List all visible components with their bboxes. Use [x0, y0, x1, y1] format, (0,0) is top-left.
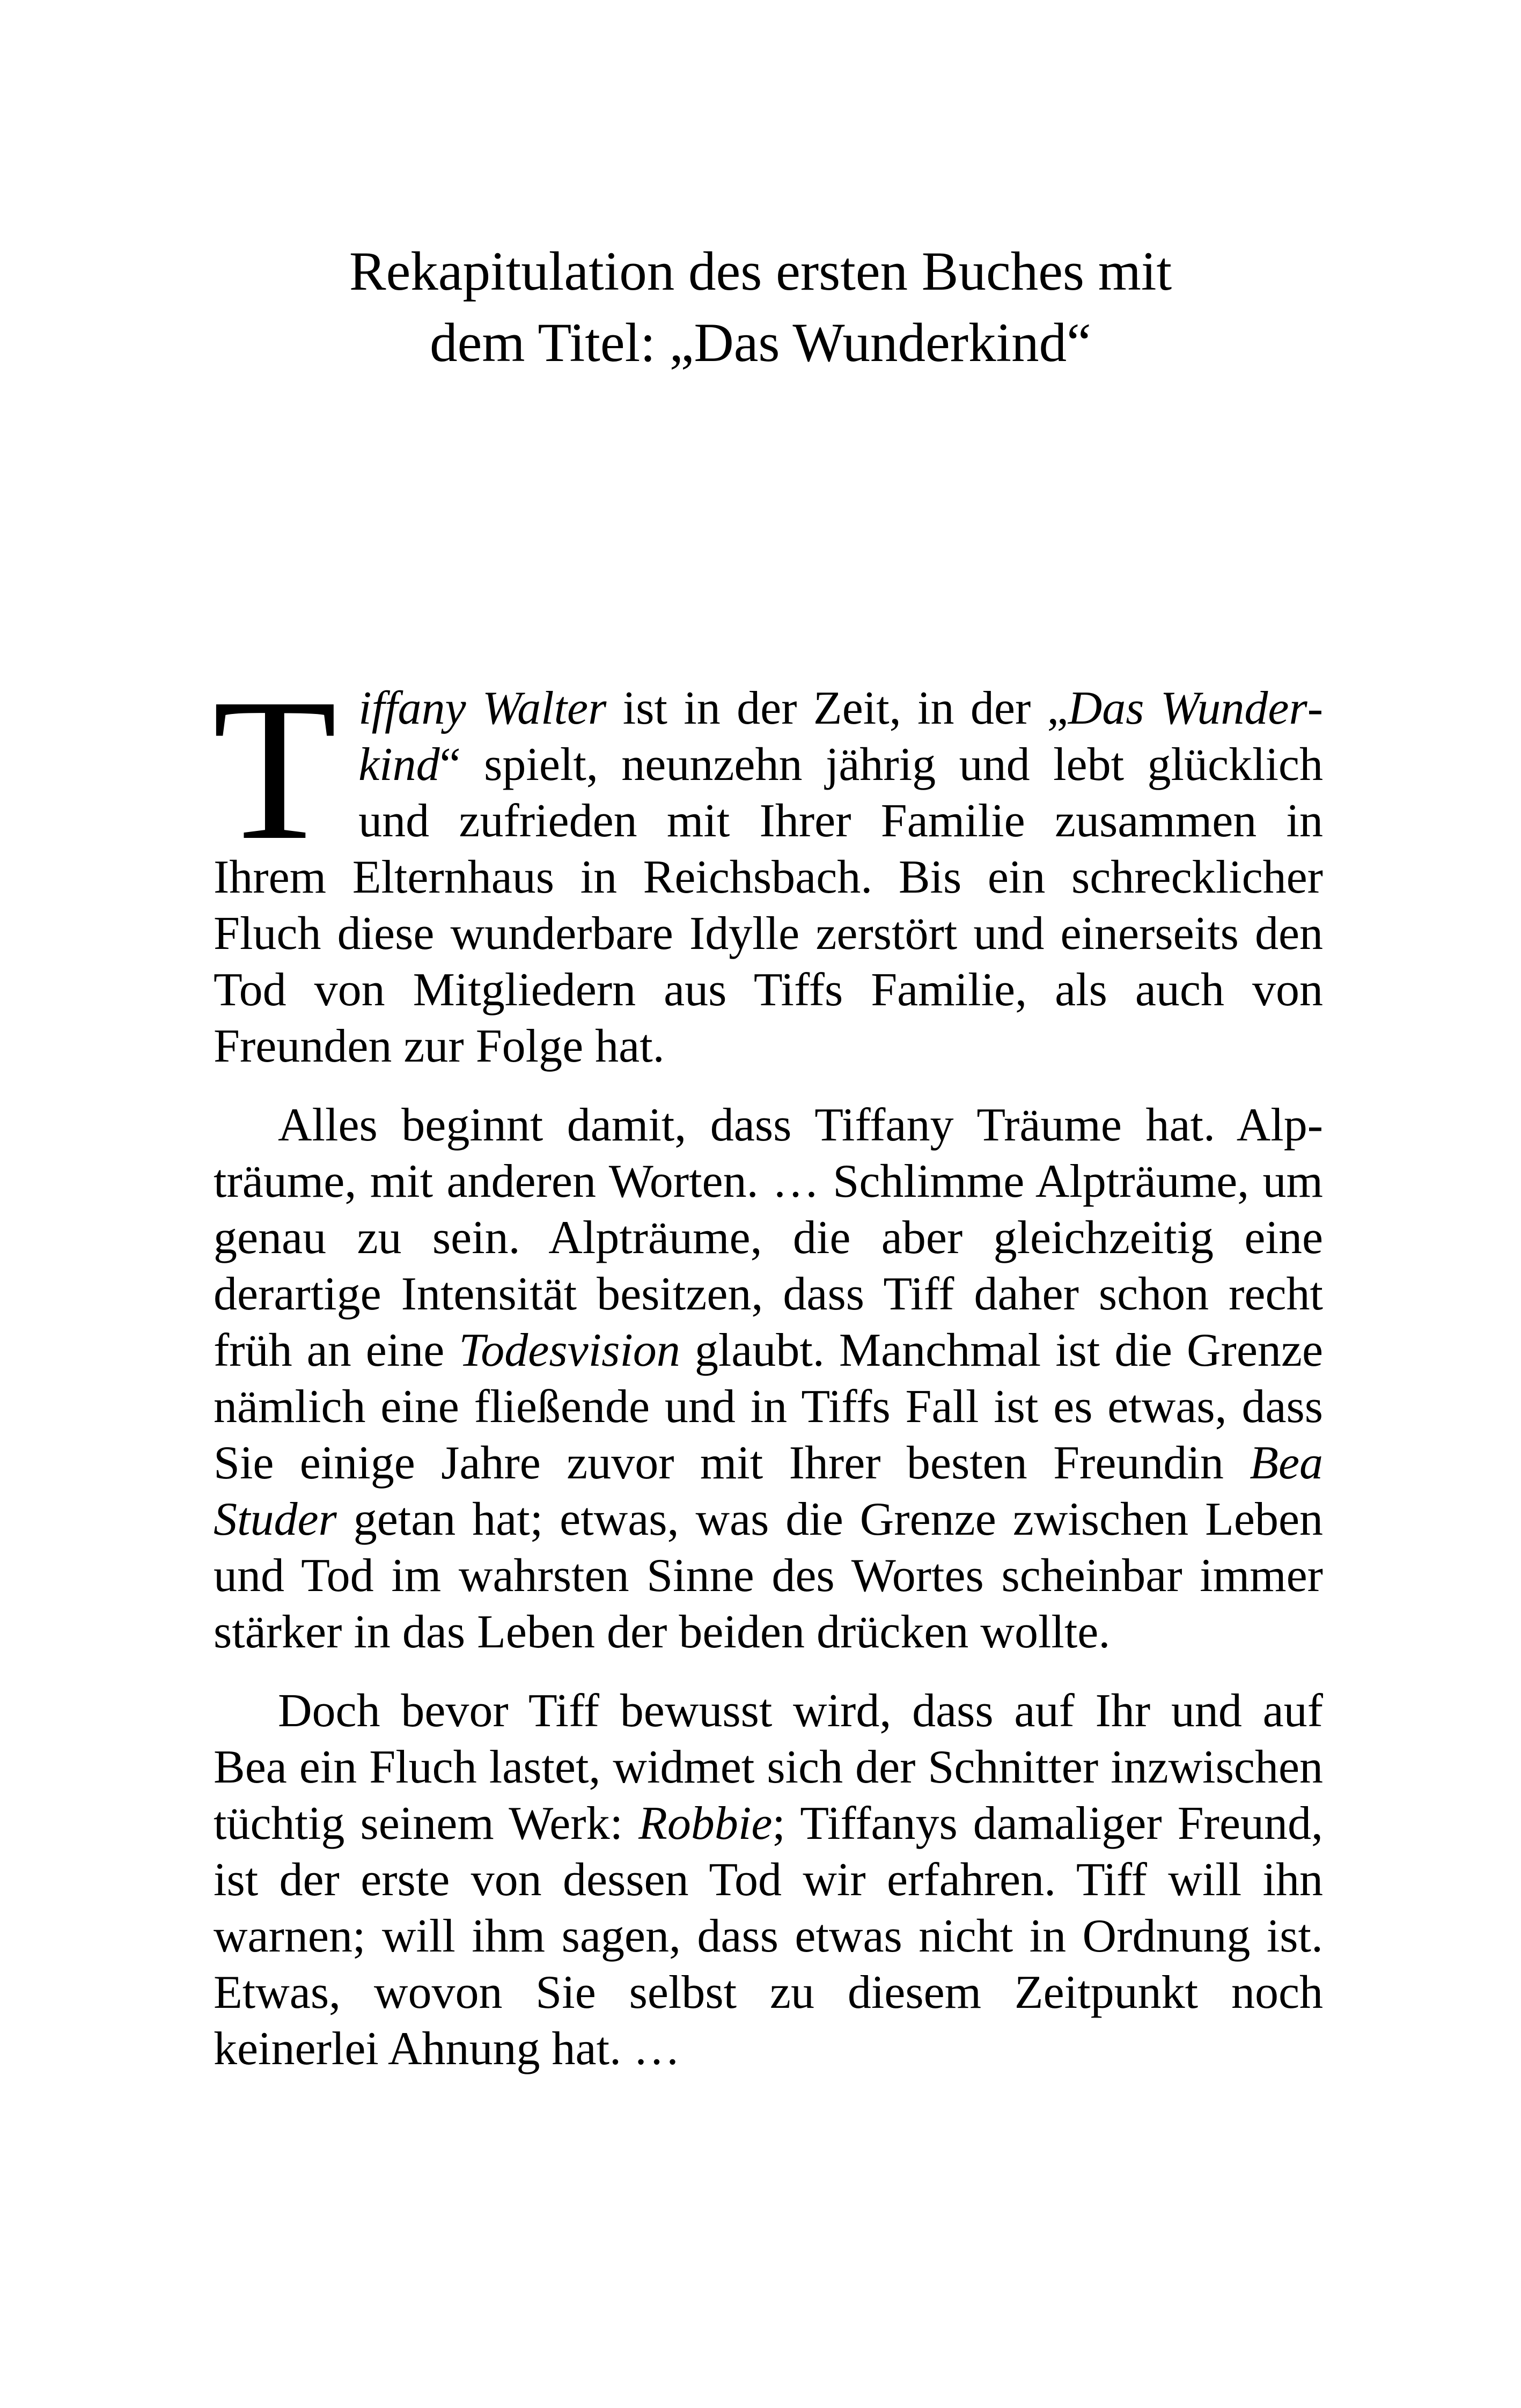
book-title-reference: Das Wunderkind [358, 682, 1323, 791]
paragraph-2 [214, 1097, 1323, 1660]
paragraph-1 [212, 657, 1323, 1074]
paragraph-2-text-b: glaubt. Manchmal ist die Grenze nämlich eine fließende und in Tiffs Fall ist es etwas, dass Sie einige Jahre zuvor mit Ihrer besten Freundin [214, 1324, 1324, 1489]
term-todesvision: Todesvision [459, 1324, 680, 1376]
chapter-title-line-1: Rekapitulation des ersten Buches mit [349, 241, 1172, 302]
paragraph-1-text-a: ist in der Zeit, in der „ [606, 682, 1068, 734]
paragraph-2-text-c: getan hat; etwas, was die Grenze zwischen Leben und Tod im wahrsten Sinne des Wortes scheinbar immer stärker in das Leben der beiden drücken wollte. [214, 1493, 1323, 1658]
paragraph-1-text-b: “ spielt, neunzehn jährig und lebt glücklich und zufrieden mit Ihrer Familie zusammen in Ihrem Elternhaus in Reichsbach. Bis ein schrecklicher Fluch diese wunderbare Idylle zerstört und einerseits den Tod von Mitgliedern aus Tiffs Familie, als auch von Freunden zur Folge hat. [214, 739, 1323, 1072]
drop-cap-letter: T [212, 657, 337, 882]
character-name-robbie: Robbie [638, 1798, 773, 1850]
chapter-title [215, 236, 1306, 379]
paragraph-3 [214, 1683, 1323, 2077]
chapter-body [212, 657, 1324, 2100]
paragraph-2-text-a: Alles beginnt damit, dass Tiffany Träume hat. Alpträume, mit anderen Worten. … Schlimme Alpträume, um genau zu sein. Alpträume, die aber gleichzeitig eine derartige Intensität besitzen, dass Tiff daher schon recht früh an eine [214, 1099, 1323, 1376]
character-name-tiffany: iffany Walter [358, 682, 607, 734]
chapter-title-line-2: dem Titel: „Das Wunderkind“ [430, 312, 1091, 373]
character-name-bea: Bea Studer [214, 1437, 1323, 1545]
paragraph-3-text-b: ; Tiffanys damaliger Freund, ist der erste von dessen Tod wir erfahren. Tiff will ihn warnen; will ihm sagen, dass etwas nicht in Ordnung ist. Etwas, wovon Sie selbst zu diesem Zeitpunkt noch keinerlei Ahnung hat. … [214, 1798, 1323, 2075]
paragraph-3-text-a: Doch bevor Tiff bewusst wird, dass auf Ihr und auf Bea ein Fluch lastet, widmet sich der Schnitter inzwischen tüchtig seinem Werk: [214, 1685, 1323, 1850]
